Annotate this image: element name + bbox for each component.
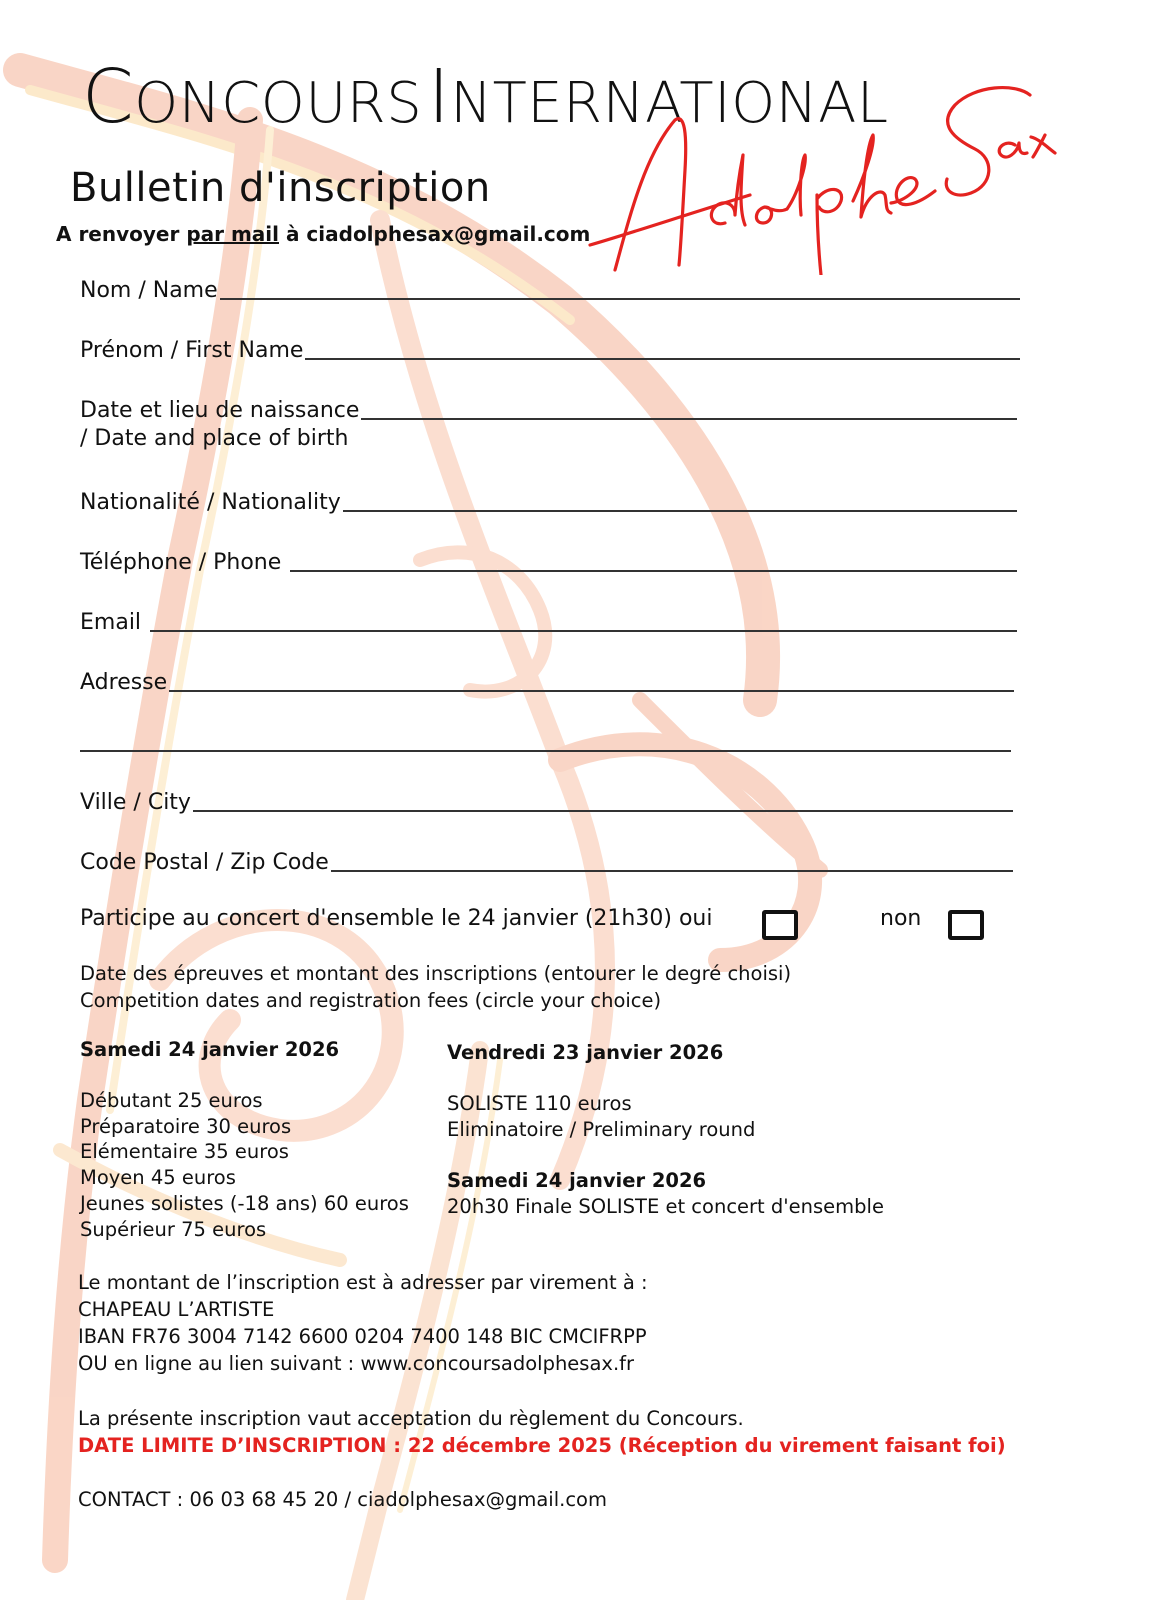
fee-item: Eliminatoire / Preliminary round bbox=[447, 1117, 756, 1141]
website-link[interactable]: www.concoursadolphesax.fr bbox=[360, 1352, 635, 1375]
send-method: par mail bbox=[186, 222, 279, 246]
title-word-international: NTERNATIONAL bbox=[450, 71, 889, 136]
payment-beneficiary: CHAPEAU L’ARTISTE bbox=[78, 1298, 275, 1321]
field-label: Adresse bbox=[80, 670, 168, 695]
field-label: Email bbox=[80, 610, 149, 635]
field-name bbox=[80, 270, 1020, 304]
fee-item: Elémentaire 35 euros bbox=[80, 1140, 289, 1164]
left-heading: Samedi 24 janvier 2026 bbox=[80, 1038, 340, 1061]
field-zip bbox=[80, 842, 1013, 876]
title-initial-i: I bbox=[427, 54, 451, 140]
fees-intro-en: Competition dates and registration fees (circle your choice) bbox=[80, 989, 662, 1012]
form-subtitle: Bulletin d'inscription bbox=[70, 165, 491, 211]
payment-online-prefix: OU en ligne au lien suivant : bbox=[78, 1352, 361, 1375]
first-name-input-line[interactable] bbox=[305, 358, 1020, 360]
email-input-line[interactable] bbox=[150, 630, 1017, 632]
fee-item: Débutant 25 euros bbox=[80, 1089, 263, 1112]
field-label: Ville / City bbox=[80, 790, 191, 815]
send-instructions bbox=[56, 222, 590, 246]
payment-line-1: Le montant de l’inscription est à adresser par virement à : bbox=[78, 1271, 648, 1294]
title-initial-c: C bbox=[82, 54, 135, 140]
field-label: Nationalité / Nationality bbox=[80, 490, 341, 515]
terms-acceptance: La présente inscription vaut acceptation du règlement du Concours. bbox=[78, 1407, 744, 1430]
address-line2-input-line[interactable] bbox=[80, 750, 1011, 752]
fee-item: Préparatoire 30 euros bbox=[80, 1114, 292, 1138]
fee-item: SOLISTE 110 euros bbox=[447, 1092, 632, 1115]
fee-item: Supérieur 75 euros bbox=[80, 1217, 267, 1241]
payment-online bbox=[78, 1350, 634, 1377]
contact-line bbox=[78, 1486, 607, 1513]
field-nationality bbox=[80, 482, 1017, 516]
name-input-line[interactable] bbox=[220, 298, 1020, 300]
left-fee-list bbox=[80, 1088, 409, 1242]
fee-item: Jeunes solistes (-18 ans) 60 euros bbox=[80, 1191, 409, 1215]
field-label: Téléphone / Phone bbox=[80, 550, 289, 575]
fee-item: 20h30 Finale SOLISTE et concert d'ensemble bbox=[447, 1195, 884, 1218]
checkbox-oui[interactable] bbox=[762, 910, 798, 940]
field-first-name bbox=[80, 330, 1020, 364]
field-city bbox=[80, 782, 1013, 816]
field-birth-label-line2: / Date and place of birth bbox=[80, 426, 349, 451]
send-email: à ciadolphesax@gmail.com bbox=[279, 222, 591, 246]
right-fee-list-2 bbox=[447, 1194, 884, 1220]
field-label: Prénom / First Name bbox=[80, 338, 304, 363]
contact-email[interactable]: ciadolphesax@gmail.com bbox=[357, 1488, 607, 1511]
field-label: Code Postal / Zip Code bbox=[80, 850, 329, 875]
payment-iban: IBAN FR76 3004 7142 6600 0204 7400 148 BIC CMCIFRPP bbox=[78, 1325, 647, 1348]
birth-input-line[interactable] bbox=[361, 418, 1017, 420]
title-word-concours: ONCOURS bbox=[134, 71, 423, 136]
contact-prefix: CONTACT : bbox=[78, 1488, 190, 1511]
field-label: Nom / Name bbox=[80, 278, 218, 303]
right-fee-list-1 bbox=[447, 1091, 755, 1142]
address-input-line[interactable] bbox=[169, 690, 1014, 692]
fee-item: Moyen 45 euros bbox=[80, 1166, 236, 1190]
right-heading-2: Samedi 24 janvier 2026 bbox=[447, 1169, 707, 1192]
field-birth bbox=[80, 390, 1017, 424]
send-prefix: A renvoyer bbox=[56, 222, 187, 246]
field-email bbox=[80, 602, 1017, 636]
fees-intro-fr: Date des épreuves et montant des inscriptions (entourer le degré choisi) bbox=[80, 962, 792, 985]
phone-input-line[interactable] bbox=[290, 570, 1017, 572]
field-address-line2 bbox=[80, 722, 1011, 756]
city-input-line[interactable] bbox=[193, 810, 1013, 812]
checkbox-non[interactable] bbox=[948, 910, 984, 940]
field-label: Date et lieu de naissance bbox=[80, 398, 360, 423]
label-non: non bbox=[880, 906, 922, 931]
zip-input-line[interactable] bbox=[331, 870, 1013, 872]
field-address bbox=[80, 662, 1014, 696]
contact-separator: / bbox=[338, 1488, 358, 1511]
adolphe-sax-signature-logo bbox=[575, 75, 1075, 275]
field-phone bbox=[80, 542, 1017, 576]
contact-phone[interactable]: 06 03 68 45 20 bbox=[189, 1488, 339, 1511]
right-heading-1: Vendredi 23 janvier 2026 bbox=[447, 1041, 724, 1064]
concert-question: Participe au concert d'ensemble le 24 janvier (21h30) oui bbox=[80, 906, 713, 931]
deadline-notice: DATE LIMITE D’INSCRIPTION : 22 décembre 2025 (Réception du virement faisant foi) bbox=[78, 1434, 1006, 1457]
nationality-input-line[interactable] bbox=[343, 510, 1017, 512]
